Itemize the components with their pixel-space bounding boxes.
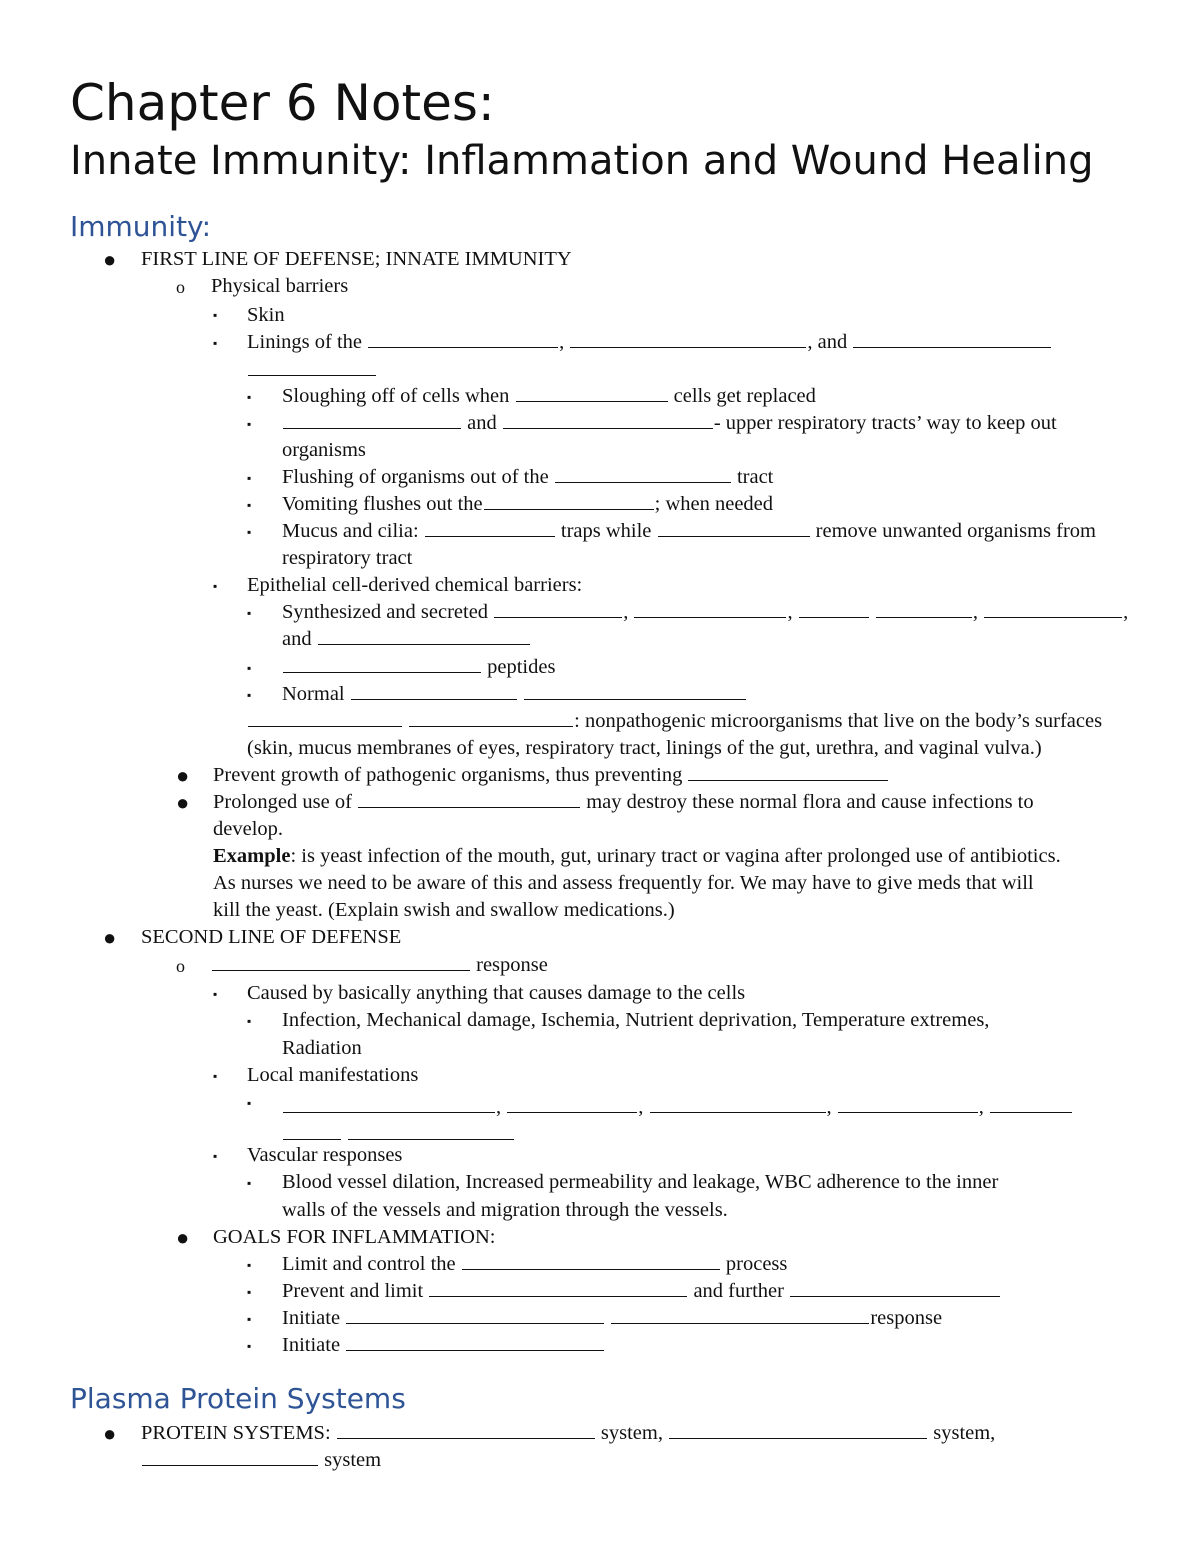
goal-text: Initiate [282,1334,341,1356]
physical-barriers: Physical barriers [211,275,349,297]
fill-blank [212,952,470,971]
fill-blank [790,1278,1000,1297]
example-text: : is yeast infection of the mouth, gut, urinary tract or vagina after prolonged use of antibiotics. [290,845,1061,867]
fill-blank [503,410,713,429]
bullet-disc: ● [176,790,190,815]
sloughing-text-end: cells get replaced [673,385,816,407]
prevent-growth-text: Prevent growth of pathogenic organisms, thus preventing [213,764,683,786]
flora-examples: (skin, mucus membranes of eyes, respiratory tract, linings of the gut, urethra, and vaginal vulva.) [247,737,1042,759]
local-manifestations: Local manifestations [247,1064,419,1086]
fill-blank [351,681,517,700]
vascular-cont: walls of the vessels and migration through the vessels. [282,1199,728,1221]
bullet-square: ▪ [213,336,218,350]
fill-blank [838,1094,978,1113]
prolonged-item [213,789,1034,816]
normal-flora-def [247,708,1102,735]
fill-blank [337,1420,595,1439]
goals-heading: GOALS FOR INFLAMMATION: [213,1226,496,1248]
bullet-circle: o [176,277,185,297]
prolonged-cont: develop. [213,818,284,840]
fill-blank [853,329,1051,348]
system-text: system, [600,1422,663,1444]
nurses-line-2: kill the yeast. (Explain swish and swallow medications.) [213,899,675,921]
heading-immunity: Immunity: [70,210,212,243]
fill-blank [248,357,376,376]
fill-blank [283,654,481,673]
causes-cont: Radiation [282,1037,362,1059]
fill-blank [876,599,972,618]
goal-1 [282,1251,787,1278]
protein-systems-cont [141,1447,381,1474]
synthesized-text: Synthesized and secreted [282,601,489,623]
goal-text: Prevent and limit [282,1280,424,1302]
linings-item [247,329,1052,356]
fill-blank [283,1121,341,1140]
linings-text: Linings of the [247,331,363,353]
synthesized-cont [282,626,531,653]
bullet-square: ▪ [247,1312,252,1326]
prolonged-text: Prolonged use of [213,791,352,813]
bullet-square: ▪ [247,471,252,485]
fill-blank [283,410,461,429]
local-blanks [282,1094,1073,1121]
fill-blank [688,762,888,781]
system-text: system, [933,1422,996,1444]
fill-blank [346,1332,604,1351]
fill-blank [484,491,654,510]
document-subtitle: Innate Immunity: Inflammation and Wound Healing [70,138,1094,184]
fill-blank [248,708,402,727]
bullet-disc: ● [103,247,117,272]
fill-blank [650,1094,826,1113]
upper-resp-text: - upper respiratory tracts’ way to keep out [713,412,1057,434]
normal-flora-item [282,681,747,708]
goal-text-end: and further [693,1280,784,1302]
bullet-square: ▪ [247,661,252,675]
document-title: Chapter 6 Notes: [70,74,495,132]
bullet-disc: ● [176,763,190,788]
bullet-disc: ● [176,1225,190,1250]
comma-text: , [496,1096,502,1118]
normal-text: Normal [282,683,345,705]
fill-blank [611,1305,869,1324]
prolonged-text-end: may destroy these normal flora and cause infections to [586,791,1034,813]
goal-2 [282,1278,1001,1305]
vascular-item: Blood vessel dilation, Increased permeability and leakage, WBC adherence to the inner [282,1171,999,1193]
process-text: process [725,1253,788,1275]
comma-text: , [972,601,978,623]
mucus-cont: respiratory tract [282,547,413,569]
sloughing-text: Sloughing off of cells when [282,385,510,407]
comma-text: , [623,601,629,623]
fill-blank [494,599,622,618]
bullet-square: ▪ [247,525,252,539]
fill-blank [570,329,806,348]
linings-item-cont [247,357,377,384]
fill-blank [348,1121,514,1140]
synthesized-item [282,599,1128,626]
comma-text: , [1123,601,1129,623]
and-text: and [282,628,312,650]
goal-4 [282,1332,605,1359]
bullet-circle: o [176,956,185,976]
bullet-square: ▪ [247,498,252,512]
fill-blank [462,1251,720,1270]
fill-blank [634,599,786,618]
fill-blank [507,1094,637,1113]
bullet-square: ▪ [247,390,252,404]
fill-blank [429,1278,687,1297]
fill-blank [346,1305,604,1324]
fill-blank [358,789,580,808]
response-text: response [870,1307,943,1329]
fill-blank [409,708,573,727]
upper-resp-item [282,410,1057,437]
bullet-square: ▪ [247,417,252,431]
bullet-disc: ● [103,925,117,950]
bullet-square: ▪ [247,1176,252,1190]
bullet-square: ▪ [247,1258,252,1272]
comma-text: , [787,601,793,623]
and-text: and [467,412,497,434]
protein-systems-text: PROTEIN SYSTEMS: [141,1422,331,1444]
and-text: , and [807,331,848,353]
bullet-square: ▪ [213,1069,218,1083]
prevent-growth-item [213,762,889,789]
bullet-square: ▪ [247,606,252,620]
fill-blank [799,599,869,618]
mucus-text: Mucus and cilia: [282,520,419,542]
fill-blank [669,1420,927,1439]
fill-blank [318,626,530,645]
fill-blank [283,1094,495,1113]
bullet-square: ▪ [213,579,218,593]
system-text: system [324,1449,382,1471]
example-label: Example [213,845,291,867]
example-line [213,843,1061,870]
fill-blank [516,383,668,402]
fill-blank [524,681,746,700]
fill-blank [984,599,1122,618]
vomiting-text: Vomiting flushes out the [282,493,483,515]
goal-text: Limit and control the [282,1253,456,1275]
comma-text: , [826,1096,832,1118]
bullet-square: ▪ [213,1149,218,1163]
comma-text: , [559,331,565,353]
bullet-square: ▪ [213,987,218,1001]
nurses-line-1: As nurses we need to be aware of this and assess frequently for. We may have to give meds that will [213,872,1034,894]
peptides-item [282,654,555,681]
protein-systems-item [141,1420,995,1447]
bullet-square: ▪ [247,1096,252,1110]
fill-blank [658,518,810,537]
causes-item: Infection, Mechanical damage, Ischemia, Nutrient deprivation, Temperature extremes, [282,1009,990,1031]
fill-blank [142,1447,318,1466]
skin-item: Skin [247,304,285,326]
vascular-responses: Vascular responses [247,1144,403,1166]
bullet-square: ▪ [247,1285,252,1299]
fill-blank [368,329,558,348]
fill-blank [990,1094,1072,1113]
caused-by-item: Caused by basically anything that causes damage to the cells [247,982,746,1004]
first-line-defense: FIRST LINE OF DEFENSE; INNATE IMMUNITY [141,248,572,270]
bullet-square: ▪ [247,1014,252,1028]
peptides-text: peptides [487,656,556,678]
mucus-item [282,518,1096,545]
traps-text: traps while [560,520,652,542]
vomiting-item [282,491,773,518]
flushing-text: Flushing of organisms out of the [282,466,549,488]
goal-text: Initiate [282,1307,341,1329]
comma-text: , [978,1096,984,1118]
flora-definition: : nonpathogenic microorganisms that live on the body’s surfaces [574,710,1103,732]
comma-text: , [638,1096,644,1118]
second-line-defense: SECOND LINE OF DEFENSE [141,926,402,948]
bullet-square: ▪ [247,688,252,702]
response-text: response [476,954,548,976]
vomiting-text-end: ; when needed [654,493,774,515]
fill-blank [425,518,555,537]
flushing-item [282,464,773,491]
epithelial-item: Epithelial cell-derived chemical barriers: [247,574,583,596]
tract-text: tract [736,466,774,488]
response-item [211,952,548,979]
fill-blank [555,464,731,483]
remove-text: remove unwanted organisms from [815,520,1096,542]
upper-resp-cont: organisms [282,439,366,461]
sloughing-item [282,383,816,410]
bullet-disc: ● [103,1421,117,1446]
goal-3 [282,1305,942,1332]
heading-plasma-protein: Plasma Protein Systems [70,1382,406,1415]
bullet-square: ▪ [213,308,218,322]
bullet-square: ▪ [247,1339,252,1353]
